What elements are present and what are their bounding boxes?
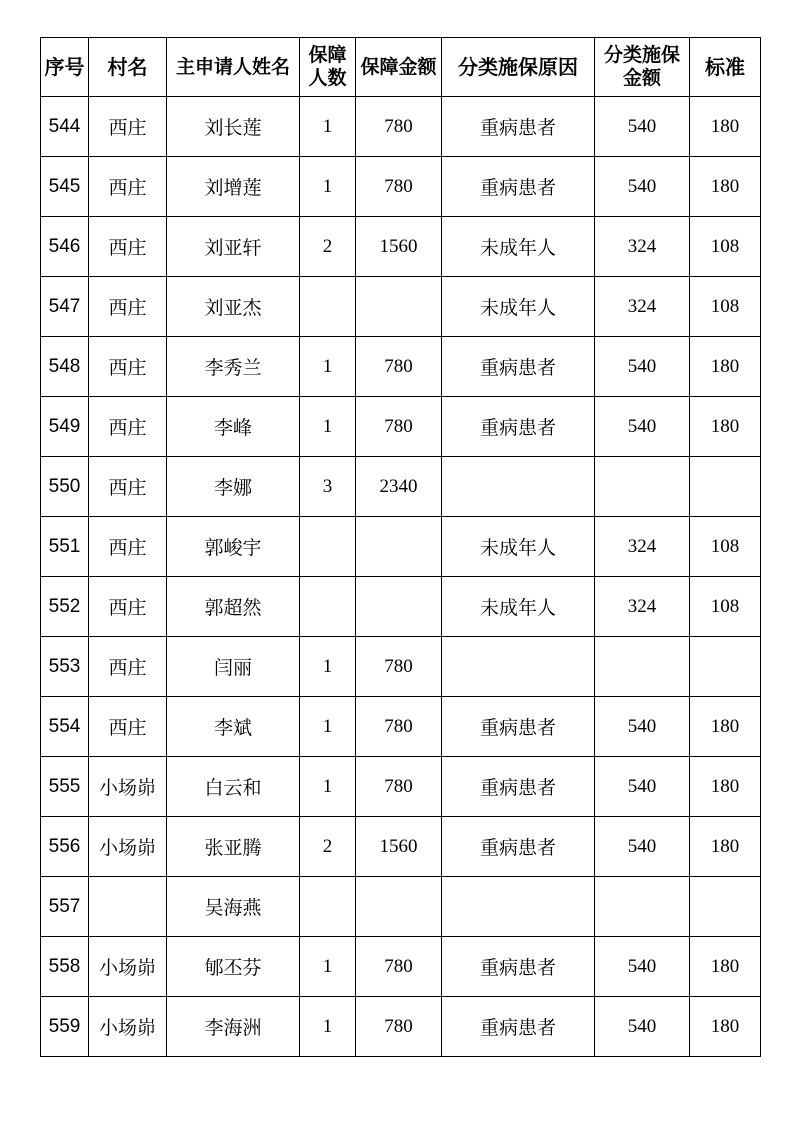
- seq-cell: 550: [41, 457, 89, 517]
- count-cell: 1: [300, 757, 356, 817]
- class-amount-cell: 540: [595, 937, 690, 997]
- standard-cell: 180: [690, 997, 761, 1057]
- count-cell: 1: [300, 937, 356, 997]
- applicant-cell: 李海洲: [167, 997, 300, 1057]
- table-row: [41, 637, 761, 697]
- village-cell: 西庄: [89, 97, 167, 157]
- amount-cell: [356, 877, 442, 937]
- class-amount-cell: 540: [595, 817, 690, 877]
- village-cell: 西庄: [89, 517, 167, 577]
- count-cell: [300, 277, 356, 337]
- count-cell: 1: [300, 397, 356, 457]
- header-village: 村名: [89, 38, 167, 97]
- standard-cell: 180: [690, 697, 761, 757]
- class-amount-cell: 324: [595, 277, 690, 337]
- table-row: [41, 217, 761, 277]
- amount-cell: 780: [356, 397, 442, 457]
- header-amount: 保障金额: [356, 38, 442, 97]
- standard-cell: 108: [690, 517, 761, 577]
- class-amount-cell: [595, 877, 690, 937]
- reason-cell: 未成年人: [442, 217, 595, 277]
- class-amount-cell: 540: [595, 97, 690, 157]
- applicant-cell: 郭超然: [167, 577, 300, 637]
- count-cell: 3: [300, 457, 356, 517]
- header-row: [41, 38, 761, 97]
- seq-cell: 553: [41, 637, 89, 697]
- amount-cell: [356, 517, 442, 577]
- standard-cell: 108: [690, 577, 761, 637]
- village-cell: 西庄: [89, 697, 167, 757]
- reason-cell: [442, 877, 595, 937]
- village-cell: 小场峁: [89, 817, 167, 877]
- applicant-cell: 郇丕芬: [167, 937, 300, 997]
- standard-cell: 180: [690, 97, 761, 157]
- table-row: [41, 97, 761, 157]
- table-row: [41, 337, 761, 397]
- class-amount-cell: [595, 637, 690, 697]
- seq-cell: 552: [41, 577, 89, 637]
- table-row: [41, 517, 761, 577]
- reason-cell: 重病患者: [442, 697, 595, 757]
- applicant-cell: 郭峻宇: [167, 517, 300, 577]
- table-row: [41, 457, 761, 517]
- reason-cell: 重病患者: [442, 817, 595, 877]
- reason-cell: 重病患者: [442, 97, 595, 157]
- reason-cell: 重病患者: [442, 757, 595, 817]
- seq-cell: 546: [41, 217, 89, 277]
- class-amount-cell: 324: [595, 517, 690, 577]
- reason-cell: 重病患者: [442, 157, 595, 217]
- seq-cell: 554: [41, 697, 89, 757]
- amount-cell: 780: [356, 997, 442, 1057]
- seq-cell: 551: [41, 517, 89, 577]
- allowance-roster-table: [40, 37, 761, 1057]
- amount-cell: 1560: [356, 217, 442, 277]
- count-cell: 1: [300, 157, 356, 217]
- class-amount-cell: 324: [595, 217, 690, 277]
- standard-cell: 108: [690, 217, 761, 277]
- count-cell: [300, 517, 356, 577]
- seq-cell: 555: [41, 757, 89, 817]
- amount-cell: 780: [356, 937, 442, 997]
- village-cell: [89, 877, 167, 937]
- seq-cell: 558: [41, 937, 89, 997]
- reason-cell: 未成年人: [442, 277, 595, 337]
- count-cell: 1: [300, 697, 356, 757]
- village-cell: 小场峁: [89, 937, 167, 997]
- count-cell: 1: [300, 97, 356, 157]
- reason-cell: 重病患者: [442, 397, 595, 457]
- seq-cell: 547: [41, 277, 89, 337]
- standard-cell: 180: [690, 757, 761, 817]
- amount-cell: 1560: [356, 817, 442, 877]
- applicant-cell: 李秀兰: [167, 337, 300, 397]
- seq-cell: 556: [41, 817, 89, 877]
- count-cell: 1: [300, 337, 356, 397]
- count-cell: [300, 877, 356, 937]
- village-cell: 西庄: [89, 277, 167, 337]
- reason-cell: 重病患者: [442, 937, 595, 997]
- applicant-cell: 李娜: [167, 457, 300, 517]
- reason-cell: [442, 457, 595, 517]
- reason-cell: 未成年人: [442, 577, 595, 637]
- village-cell: 西庄: [89, 457, 167, 517]
- standard-cell: 108: [690, 277, 761, 337]
- standard-cell: 180: [690, 937, 761, 997]
- applicant-cell: 刘亚轩: [167, 217, 300, 277]
- seq-cell: 544: [41, 97, 89, 157]
- standard-cell: [690, 877, 761, 937]
- applicant-cell: 李斌: [167, 697, 300, 757]
- standard-cell: 180: [690, 157, 761, 217]
- standard-cell: 180: [690, 337, 761, 397]
- seq-cell: 557: [41, 877, 89, 937]
- amount-cell: 780: [356, 97, 442, 157]
- count-cell: 1: [300, 997, 356, 1057]
- applicant-cell: 刘增莲: [167, 157, 300, 217]
- village-cell: 西庄: [89, 397, 167, 457]
- seq-cell: 549: [41, 397, 89, 457]
- village-cell: 小场峁: [89, 757, 167, 817]
- seq-cell: 559: [41, 997, 89, 1057]
- header-class-amount: 分类施保金额: [595, 38, 690, 97]
- class-amount-cell: 540: [595, 997, 690, 1057]
- amount-cell: 780: [356, 637, 442, 697]
- table-row: [41, 937, 761, 997]
- village-cell: 西庄: [89, 637, 167, 697]
- amount-cell: 780: [356, 757, 442, 817]
- class-amount-cell: 540: [595, 697, 690, 757]
- header-reason: 分类施保原因: [442, 38, 595, 97]
- class-amount-cell: [595, 457, 690, 517]
- table-row: [41, 277, 761, 337]
- table-row: [41, 877, 761, 937]
- village-cell: 西庄: [89, 577, 167, 637]
- applicant-cell: 李峰: [167, 397, 300, 457]
- applicant-cell: 白云和: [167, 757, 300, 817]
- amount-cell: 780: [356, 337, 442, 397]
- seq-cell: 545: [41, 157, 89, 217]
- table-row: [41, 817, 761, 877]
- amount-cell: 2340: [356, 457, 442, 517]
- village-cell: 西庄: [89, 157, 167, 217]
- reason-cell: 重病患者: [442, 997, 595, 1057]
- village-cell: 小场峁: [89, 997, 167, 1057]
- class-amount-cell: 324: [595, 577, 690, 637]
- table-row: [41, 157, 761, 217]
- class-amount-cell: 540: [595, 337, 690, 397]
- applicant-cell: 刘亚杰: [167, 277, 300, 337]
- table-row: [41, 997, 761, 1057]
- count-cell: 1: [300, 637, 356, 697]
- applicant-cell: 闫丽: [167, 637, 300, 697]
- count-cell: 2: [300, 217, 356, 277]
- village-cell: 西庄: [89, 217, 167, 277]
- applicant-cell: 张亚腾: [167, 817, 300, 877]
- standard-cell: [690, 457, 761, 517]
- reason-cell: 重病患者: [442, 337, 595, 397]
- applicant-cell: 吴海燕: [167, 877, 300, 937]
- table-row: [41, 697, 761, 757]
- standard-cell: [690, 637, 761, 697]
- table-body: [41, 97, 761, 1057]
- amount-cell: [356, 277, 442, 337]
- class-amount-cell: 540: [595, 397, 690, 457]
- amount-cell: 780: [356, 157, 442, 217]
- applicant-cell: 刘长莲: [167, 97, 300, 157]
- standard-cell: 180: [690, 397, 761, 457]
- header-applicant: 主申请人姓名: [167, 38, 300, 97]
- seq-cell: 548: [41, 337, 89, 397]
- class-amount-cell: 540: [595, 757, 690, 817]
- header-seq: 序号: [41, 38, 89, 97]
- class-amount-cell: 540: [595, 157, 690, 217]
- standard-cell: 180: [690, 817, 761, 877]
- header-count: 保障人数: [300, 38, 356, 97]
- amount-cell: 780: [356, 697, 442, 757]
- header-standard: 标准: [690, 38, 761, 97]
- table-row: [41, 397, 761, 457]
- table-row: [41, 757, 761, 817]
- table-row: [41, 577, 761, 637]
- amount-cell: [356, 577, 442, 637]
- count-cell: 2: [300, 817, 356, 877]
- village-cell: 西庄: [89, 337, 167, 397]
- reason-cell: [442, 637, 595, 697]
- count-cell: [300, 577, 356, 637]
- reason-cell: 未成年人: [442, 517, 595, 577]
